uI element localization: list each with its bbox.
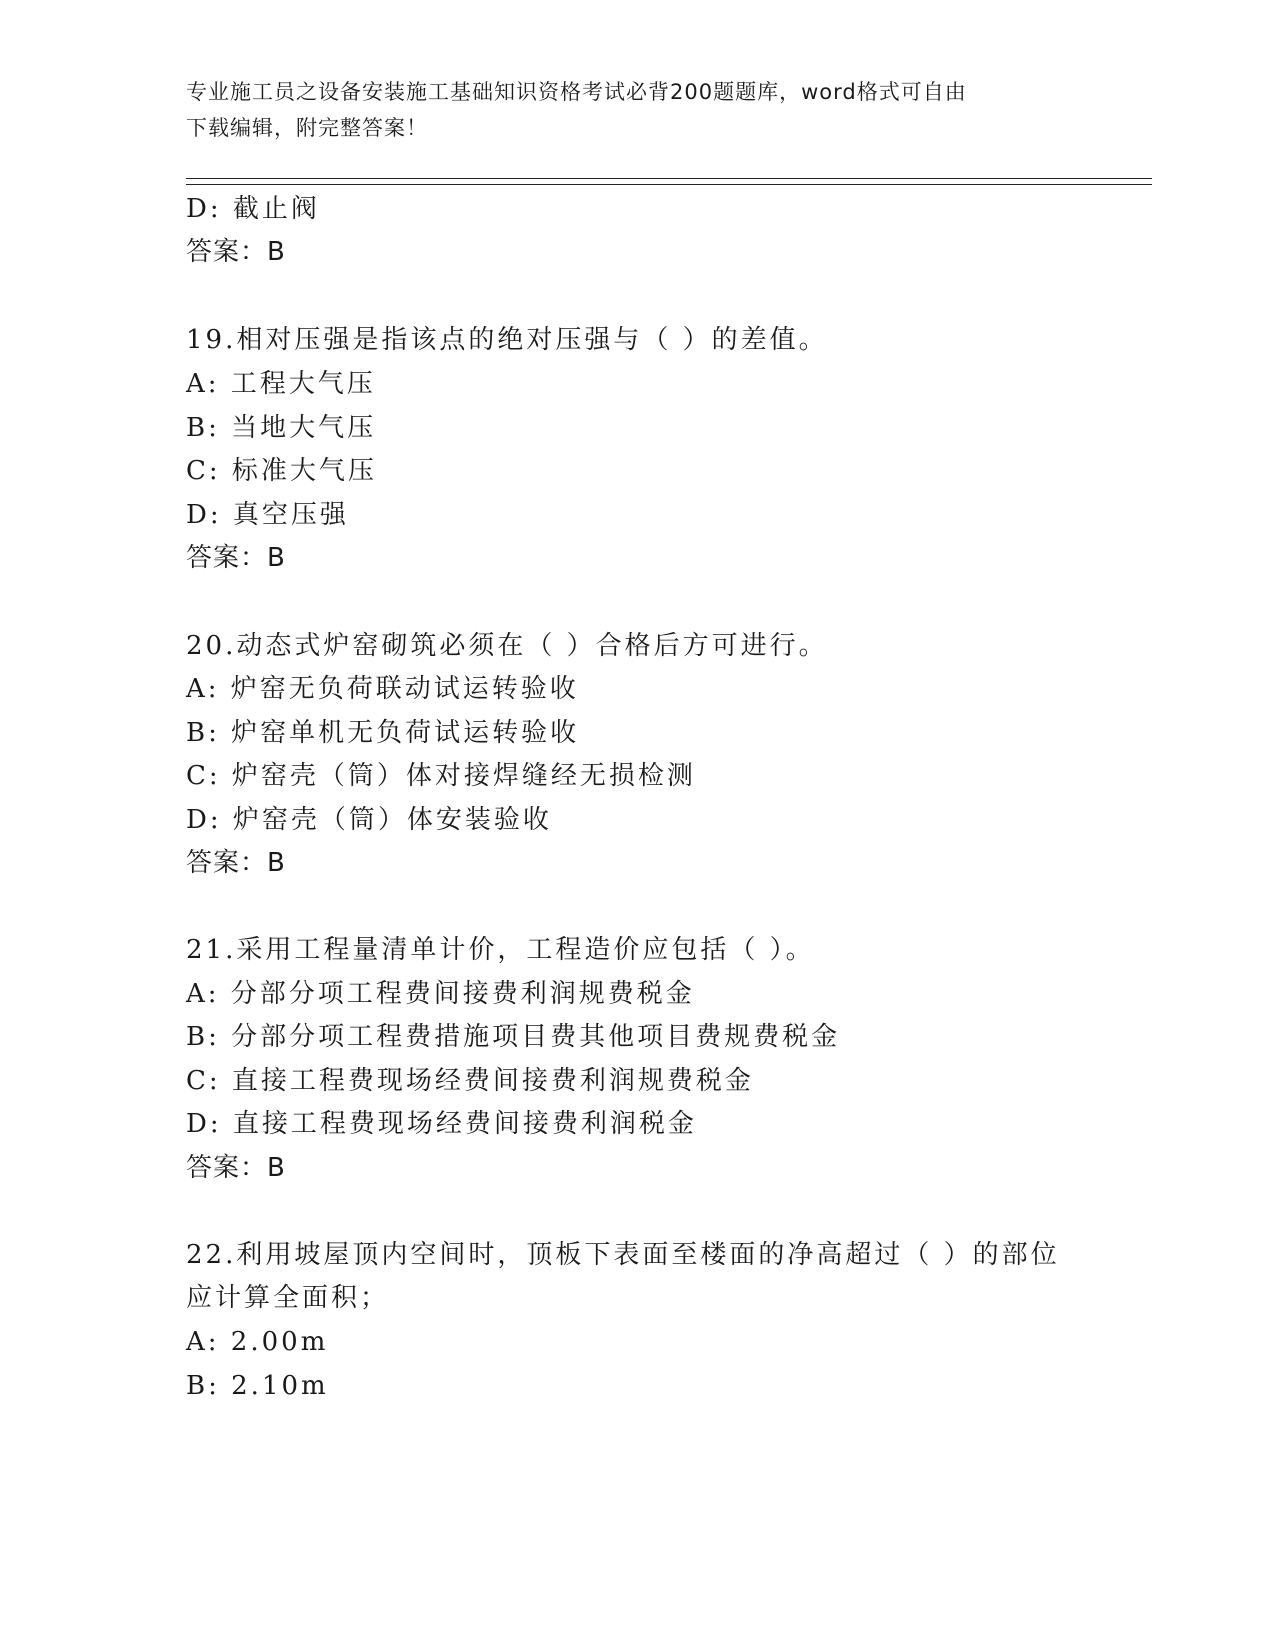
q19-option-d: D: 真空压强 [186,500,349,530]
q19-question: 19.相对压强是指该点的绝对压强与（ ）的差值。 [186,325,828,355]
q19-option-a: A: 工程大气压 [186,369,376,399]
q20-option-d: D: 炉窑壳（筒）体安装验收 [186,805,552,835]
q22-option-a: A: 2.00m [186,1327,329,1357]
q22-option-b: B: 2.10m [186,1371,329,1401]
q19-option-b: B: 当地大气压 [186,413,377,443]
q21-option-b: B: 分部分项工程费措施项目费其他项目费规费税金 [186,1022,841,1052]
document-header [186,74,1066,146]
q21-question: 21.采用工程量清单计价，工程造价应包括（ ）。 [186,935,815,965]
q20-option-b: B: 炉窑单机无负荷试运转验收 [186,718,580,748]
q20-answer: 答案：B [186,848,286,878]
header-divider-bottom [186,184,1152,185]
header-divider-top [186,178,1152,179]
q19-option-c: C: 标准大气压 [186,456,377,486]
header-title-line-1: 专业施工员之设备安装施工基础知识资格考试必背200题题库，word格式可自由 [186,80,967,104]
q21-option-c: C: 直接工程费现场经费间接费利润规费税金 [186,1066,754,1096]
q18-answer: 答案：B [186,237,286,267]
q21-answer: 答案：B [186,1153,286,1183]
q18-option-d: D: 截止阀 [186,194,320,224]
header-title-line-2: 下载编辑，附完整答案！ [186,116,428,140]
q22-question-line-1: 22.利用坡屋顶内空间时，顶板下表面至楼面的净高超过（ ）的部位 [186,1240,1060,1270]
q21-option-d: D: 直接工程费现场经费间接费利润税金 [186,1109,697,1139]
q19-answer: 答案：B [186,543,286,573]
q20-option-c: C: 炉窑壳（筒）体对接焊缝经无损检测 [186,761,696,791]
q21-option-a: A: 分部分项工程费间接费利润规费税金 [186,979,695,1009]
q20-question: 20.动态式炉窑砌筑必须在（ ）合格后方可进行。 [186,631,828,661]
q22-question-line-2: 应计算全面积； [186,1283,390,1313]
q20-option-a: A: 炉窑无负荷联动试运转验收 [186,674,579,704]
